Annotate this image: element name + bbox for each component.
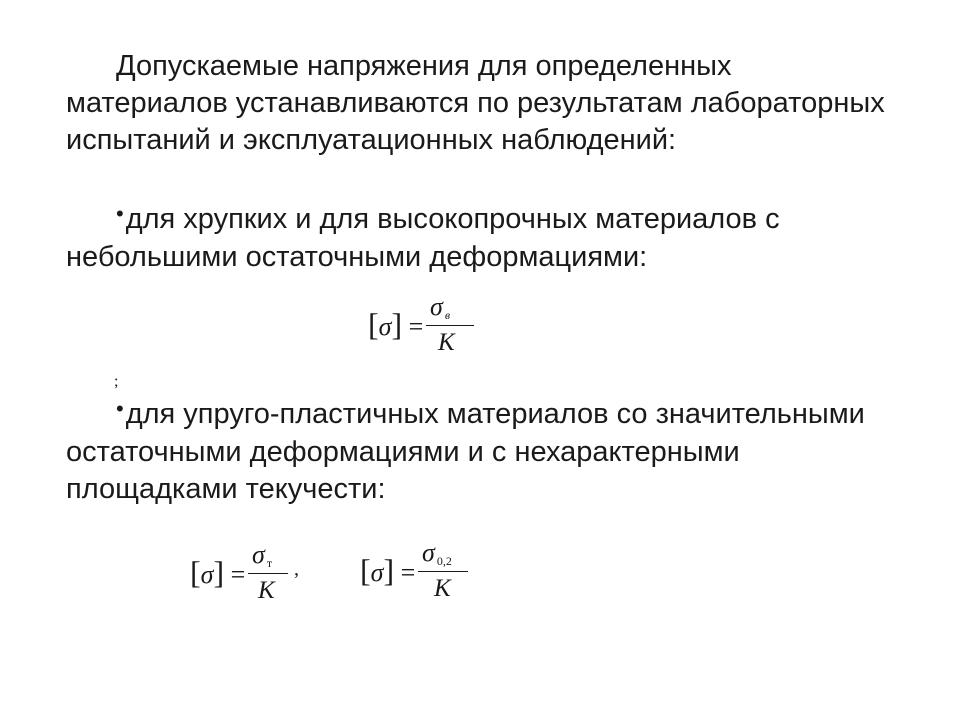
sigma-symbol: σ <box>200 560 214 589</box>
formula-denominator: К <box>258 577 275 604</box>
separator-mark: ; <box>114 373 119 390</box>
bracket-close: ] <box>213 554 225 590</box>
formula-denominator: К <box>438 329 455 356</box>
equals-sign: = <box>230 560 246 589</box>
bracket-close: ] <box>383 552 395 588</box>
formula-lhs <box>190 554 245 591</box>
sigma-symbol: σ <box>422 538 435 567</box>
formula-comma: , <box>294 558 299 580</box>
bullet-item-elastoplastic <box>66 396 896 508</box>
sigma-symbol: σ <box>252 540 265 569</box>
formula-lhs <box>360 552 415 589</box>
fraction-bar <box>248 573 288 574</box>
fraction-bar <box>418 571 468 572</box>
sigma-symbol: σ <box>430 292 443 321</box>
bullet-icon: • <box>116 396 124 421</box>
bracket-open: [ <box>368 306 379 342</box>
equals-sign: = <box>408 312 424 341</box>
bracket-open: [ <box>360 552 371 588</box>
fraction-bar <box>426 325 474 326</box>
numerator-subscript: т <box>266 556 273 570</box>
sigma-symbol: σ <box>370 558 384 587</box>
formula-allowable-stress-proof <box>360 538 480 608</box>
numerator-subscript: 0,2 <box>436 554 452 568</box>
bullet-text: для хрупких и для высокопрочных материалов с небольшими остаточными деформациями: <box>66 203 780 273</box>
bullet-text: для упруго-пластичных материалов со значительными остаточными деформациями и с нехарактерными площадками текучести: <box>66 398 865 505</box>
numerator-subscript: в <box>444 308 451 322</box>
formula-numerator <box>430 292 450 323</box>
bullet-icon: • <box>116 201 124 226</box>
formula-lhs <box>368 306 423 343</box>
sigma-symbol: σ <box>378 312 392 341</box>
formula-allowable-stress-brittle <box>368 292 478 362</box>
bracket-open: [ <box>190 554 201 590</box>
bullet-item-brittle <box>66 201 896 276</box>
bracket-close: ] <box>391 306 403 342</box>
intro-paragraph: Допускаемые напряжения для определенных материалов устанавливаются по результатам лабораторных испытаний и эксплуатационных наблюдений: <box>66 50 885 156</box>
formula-denominator: К <box>434 575 451 602</box>
formula-numerator <box>252 540 272 571</box>
formula-allowable-stress-yield <box>190 540 320 610</box>
equals-sign: = <box>400 558 416 587</box>
formula-numerator <box>422 538 452 569</box>
